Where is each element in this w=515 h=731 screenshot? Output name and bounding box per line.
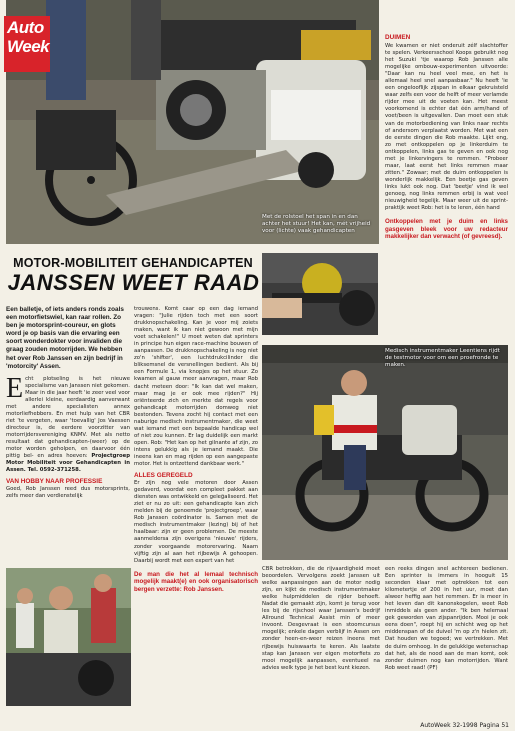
top-photo xyxy=(6,0,379,244)
hobby-subhead: VAN HOBBY NAAR PROFESSIE xyxy=(6,478,103,486)
col1-body2: Goed, Rob Janssen reed dus motorsprints, zelfs meer dan verdienstelijk xyxy=(6,486,130,500)
autoweek-logo xyxy=(4,16,50,72)
lead-paragraph: Een balletje, of iets anders ronds zoals een motorfietswiel, kan raar rollen. Zo ben je motorsprint-coureur, en glots word je op basis van die ervaring een soort wonderdokter voor invaliden die graag zouden motorrijden. We hebben het over Rob Janssen en zijn bedrijf in 'motorcity' Assen. xyxy=(6,306,124,370)
right-column xyxy=(385,34,508,241)
col3-body: CBR betrokken, die de rijvaardigheid moet beoordelen. Vervolgens zoekt Janssen uit welke aanpassingen aan de motor nodig zijn, en kijkt de medisch instrumentmaker welke hulpmiddelen de rijder behoeft. Nadat die gemaakt zijn, komt je terug voor les bij de rijschool waar Janssen's bedrijf Allround Technical Assist min of meer invoont. Desgevraat is een stoomcursus mogelijk; enkele dagen verblijf in Assen om zonder heen-en-weer reizen ineens met rijbewijs huiswaarts te keren. Als laatste stap kan Janssen ver eigen motorfiets zo mooi mogelijk aanpassen, eventueel na advies welk type je het best kunt kiezen. xyxy=(262,566,380,671)
duimen-red-caption: Ontkoppelen met je duim en links gasgeven bleek voor uw redacteur makkelijker dan verwacht (of gevreesd). xyxy=(385,218,508,241)
geregeld-subhead: ALLES GEREGELD xyxy=(134,472,193,480)
column-1 xyxy=(6,306,130,501)
duimen-heading: DUIMEN xyxy=(385,34,411,41)
col1-body: cht plotseling is het nieuwe specialisme van Janssen niet gekomen. Maar in die jaar heeft 'ie zeer veel voor allerlei kleine, eerdaardig aanverwant met andere specialisten annex motorliefhebbers. En met hulp van het CBR riet 'te vergeten, waar 'toevallig' Jos Vaessen directeur is, de eerdere voorzitter van motorrijdersvereniging KNMV. Met als netto resultaat dat gehandicapten-(weer) op de motor worden geholpen, en daarvoor één pittig bel- en adres hoeven: xyxy=(6,375,130,460)
rider-photo xyxy=(262,345,508,560)
throttle-photo xyxy=(262,253,378,335)
duimen-body: We kwamen er niet onderuit zélf slachtoffer te spelen. Verkeersschool Koops gebruikt nog het Suzuki 'tje waarop Rob Janssen alle mogelijke ombouw-experimenten uitvoerde: "Daar kan nu heel veel mee, en het is allemaal heel snel aanpasbaar." Nu heeft 'ie een ongelooflijk zijspan in elkaar gekruisteld waar zelfs een voor de helft of meer verlamde rijder mee uit de voeten kan. Het meest voorkomend is echter dat één arm/hand of voet/been is uitgevallen. Dan moet een stuk van de motorbediening van links naar rechts of andersom verplaatst worden. Met wat een de eerste dingen die Rob maakte. Lijkt eng, zo met ontkoppelen op je linkerduim te ontkoppelen, links gas te geven en ook nog met je linkervingers te remmen. "Probeer maar, laat eerst het links remmen maar zitten." Zowaar; met de duim ontkoppelen is wonderlijk makkelijk. Een beetje gas geven links lukt ook nog. Dat 'beetje' vind ik wel genoeg, nog links remmen erbij is wat veel nieuwigheid tegelijk. Maar weer uit de sprint-praktijk weet Rob: het is te leren, één hand xyxy=(385,43,508,212)
col2-body2: Er zijn nog vele motoren door Assen gedaverd, voordat een compleet pakket aan diensten was ontwikkeld en geleg̈aliseerd. Het ziet er nu zo uit: een gehandicapte kan zich melden bij de genoemde 'projectgroep', waar Rob Janssen coördinator is. Samen met de medisch instrumentmaker (lezing) bij of het haalbaar: zijn er geen problemen. De meeste aanmeldersa zijn overigens 'nieuwe' rijders, zonder voorgaande motorervaring. Naam vijftig zijn al aan het rijbewijs A gehoopen. Daarbij wordt met een expert van het xyxy=(134,480,258,564)
page-footer: AutoWeek 32-1998 Pagina 51 xyxy=(420,722,509,729)
janssen-photo xyxy=(6,568,131,706)
col4-body: een reeks dingen snel achtereen bedienen. Een sprinter is immers in hooguit 15 seconden klaar met optrekken tot een kilometertje of 200 in het uur, moet dan alweer heffig aan het remmen. Er is meer in het leven dan dit kanonskogelen, weet Rob inmiddels als geen ander. "Ik ben helemaal gek geworden van zijspanrijden. Mooi je ook eens doen", roept hij en schicht weg op het middenspan of de duivel 'm op z'n hielen zit. Dat houden we tegoed; we vertrekken. Met de duim omhoog. In de gelukkige wetenschap dat het, als de nood aan de man komt, ook zonder duimen nog kan motorrijden. Want Rob weet raad! (PF) xyxy=(385,566,508,671)
article-title: JANSSEN WEET RAAD xyxy=(7,270,260,295)
logo-line2: Week xyxy=(7,37,50,56)
column-4 xyxy=(385,566,508,672)
rider-photo-caption: Medisch instrumentmaker Leentiens rijdt de testmotor voor om een proefronde te maken. xyxy=(385,348,500,368)
col2-red-caption: De man die het al lemaal technisch mogelijk maakt(e) en ook organisatorisch bergen verzette: Rob Janssen. xyxy=(134,570,258,593)
col1-contact: Projectgroep Motor Mobiliteit voor Gehandicapten in Assen. Tel. 0592-371258. xyxy=(6,453,130,474)
col2-body: trouwens. Komt caar op een dag iemand vragen: "Julie rijden toch met een soort drukknopschakeling. Kan je voor mij zoiets maken, want ik kan niet gewoon met mijn voet schakelen!" U moet weten dat sprinters in principe hun eigen race-machine bouwen of aanpassen. De drukknopschakeling is nog niet zo'n 'shifter', een luchtdrukcilinder die bliksemsnel de versnellingen bedient. Als bij een Formule 1, via knopjes op het stuur. Zo kwamen al gauw meer aanvragen, maar Rob dacht meteen door: "Ik kan dat wel maken, maar mag je er ook mee rijden?" Hij oriënteerde zich en merkte dat regels voor gehandicapt motorrijden domweg niet bestonden. Tevens zocht hij contact met een naburige medisch instrumentmaker, die weet wat iemand met een bepaalde handicap wel of niet zou kunnen. Er lag duidelijk een markt open. Rob: "Het kan op het gilnante af zijn, zo intens gelukkig als je iemand maakt. Die ineens kan en mag rijden op een aangepaste motor. Het is ontzettend dankbaar werk." xyxy=(134,306,258,468)
logo-line1: Auto xyxy=(7,18,44,37)
top-photo-caption: Met de rolstoel het span in en dan achter het stuur! Het kan, mét vrijheid voor (lichte) vaak gehandicapten xyxy=(262,214,371,234)
dropcap: E xyxy=(6,372,24,404)
article-kicker: MOTOR-MOBILITEIT GEHANDICAPTEN xyxy=(13,256,253,270)
column-2 xyxy=(134,306,258,593)
column-3 xyxy=(262,566,380,672)
